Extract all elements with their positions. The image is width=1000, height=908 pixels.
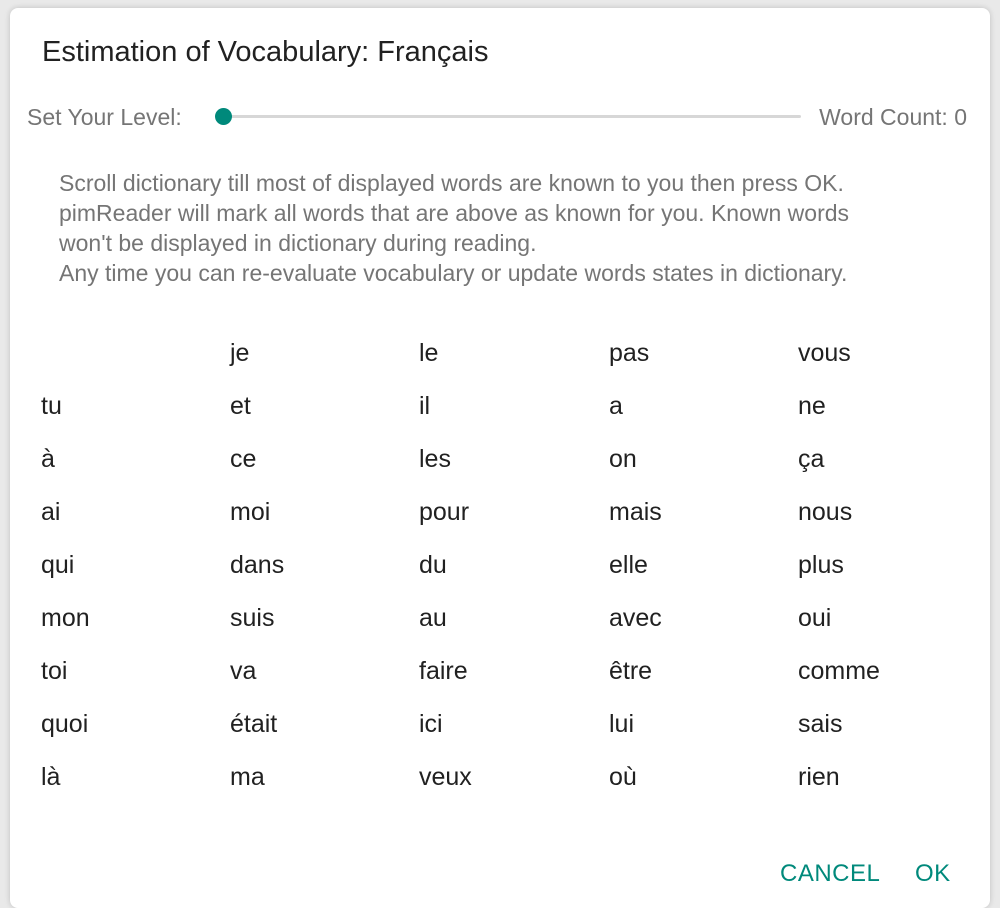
- word-item[interactable]: elle: [609, 551, 648, 579]
- word-item[interactable]: était: [230, 710, 278, 738]
- word-item[interactable]: mon: [41, 604, 90, 632]
- ok-button[interactable]: OK: [907, 856, 959, 892]
- word-item[interactable]: vous: [798, 339, 851, 367]
- instruction-line: won't be displayed in dictionary during reading.: [59, 230, 537, 256]
- word-item[interactable]: rien: [798, 763, 840, 791]
- word-item[interactable]: a: [609, 392, 623, 420]
- word-item[interactable]: qui: [41, 551, 75, 579]
- word-item[interactable]: suis: [230, 604, 275, 632]
- word-item[interactable]: veux: [419, 763, 472, 791]
- word-item[interactable]: avec: [609, 604, 662, 632]
- word-item[interactable]: du: [419, 551, 447, 579]
- word-item[interactable]: il: [419, 392, 431, 420]
- word-item[interactable]: quoi: [41, 710, 89, 738]
- word-count: Word Count: 0: [819, 104, 967, 130]
- word-item[interactable]: toi: [41, 657, 68, 685]
- slider-thumb[interactable]: [215, 108, 232, 125]
- word-item[interactable]: où: [609, 763, 637, 791]
- word-item[interactable]: comme: [798, 657, 880, 685]
- instruction-line: Any time you can re-evaluate vocabulary or update words states in dictionary.: [59, 260, 848, 286]
- word-item[interactable]: je: [230, 339, 250, 367]
- slider-track: [223, 115, 801, 118]
- word-item[interactable]: ne: [798, 392, 826, 420]
- word-item[interactable]: nous: [798, 498, 853, 526]
- level-row: [27, 100, 967, 134]
- word-item[interactable]: au: [419, 604, 447, 632]
- word-item[interactable]: mais: [609, 498, 662, 526]
- level-label: Set Your Level:: [27, 104, 182, 130]
- word-item[interactable]: ma: [230, 763, 265, 791]
- word-item[interactable]: ça: [798, 445, 825, 473]
- dialog-title: Estimation of Vocabulary: Français: [42, 36, 489, 68]
- word-item[interactable]: à: [41, 445, 55, 473]
- word-item[interactable]: plus: [798, 551, 844, 579]
- word-item[interactable]: sais: [798, 710, 843, 738]
- word-item[interactable]: ici: [419, 710, 443, 738]
- word-item[interactable]: lui: [609, 710, 635, 738]
- instruction-line: pimReader will mark all words that are above as known for you. Known words: [59, 200, 850, 226]
- word-item[interactable]: les: [419, 445, 451, 473]
- word-item[interactable]: pour: [419, 498, 470, 526]
- word-item[interactable]: et: [230, 392, 251, 420]
- instructions: [59, 168, 959, 288]
- cancel-button[interactable]: CANCEL: [772, 856, 888, 892]
- word-item[interactable]: oui: [798, 604, 832, 632]
- word-item[interactable]: tu: [41, 392, 62, 420]
- instruction-line: Scroll dictionary till most of displayed words are known to you then press OK.: [59, 170, 844, 196]
- word-item[interactable]: faire: [419, 657, 468, 685]
- word-item[interactable]: dans: [230, 551, 285, 579]
- word-item[interactable]: pas: [609, 339, 650, 367]
- vocabulary-estimation-dialog: [10, 8, 990, 908]
- word-item[interactable]: être: [609, 657, 653, 685]
- word-item[interactable]: le: [419, 339, 439, 367]
- word-item[interactable]: ai: [41, 498, 61, 526]
- level-slider[interactable]: [223, 100, 801, 134]
- word-item[interactable]: là: [41, 763, 61, 791]
- word-item[interactable]: moi: [230, 498, 271, 526]
- word-item[interactable]: ce: [230, 445, 257, 473]
- word-item[interactable]: on: [609, 445, 637, 473]
- word-item[interactable]: va: [230, 657, 257, 685]
